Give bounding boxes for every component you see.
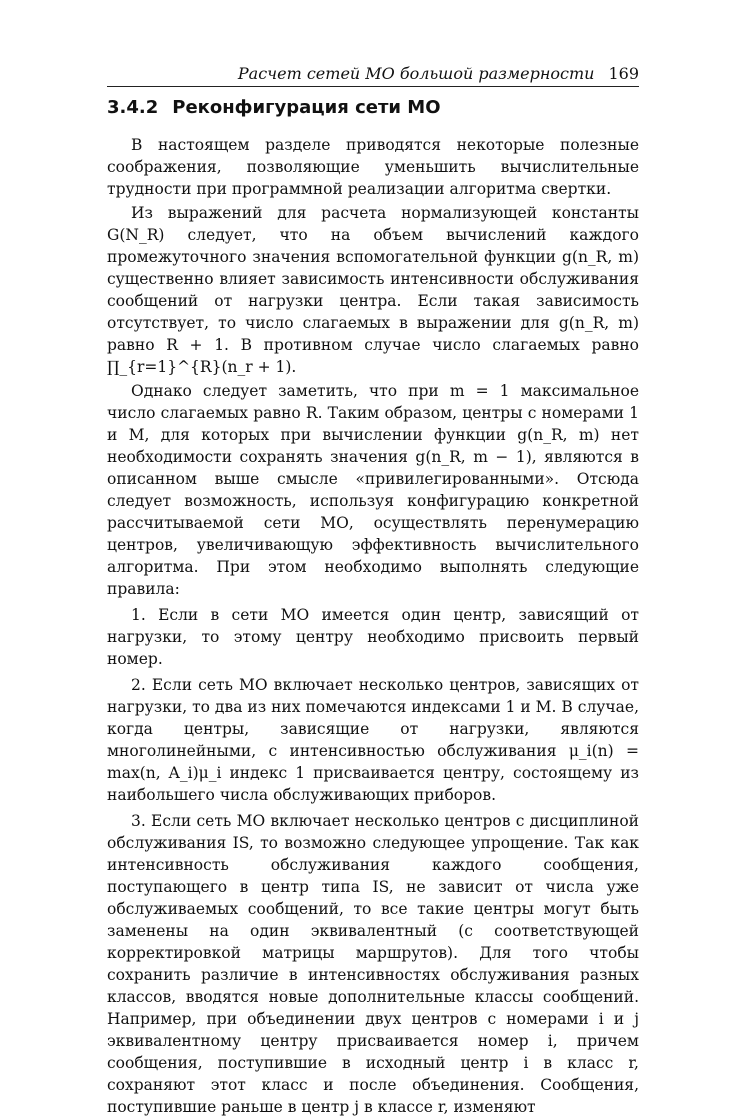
section-number: 3.4.2 bbox=[107, 97, 159, 118]
section-title: Реконфигурация сети МО bbox=[172, 97, 441, 118]
paragraph-intro: В настоящем разделе приводятся некоторые полезные соображения, позволяющие уменьшить вычислительные трудности при программной реализации алгоритма свертки. bbox=[107, 136, 639, 198]
header-rule bbox=[107, 86, 639, 87]
rule-item-2: 2. Если сеть МО включает несколько центров, зависящих от нагрузки, то два из них помечаются индексами 1 и M. В случае, когда центры, зависящие от нагрузки, являются многолинейными, с интенсивностью обслуживания μ_i(n) = max(n, A_i)μ_i индекс 1 присваивается центру, состоящему из наибольшего числа обслуживающих приборов. bbox=[107, 676, 639, 804]
running-header bbox=[107, 64, 639, 83]
paragraph-normalizing-constant: Из выражений для расчета нормализующей константы G(N_R) следует, что на объем вычислений каждого промежуточного значения вспомогательной функции g(n_R, m) существенно влияет зависимость интенсивности обслуживания сообщений от нагрузки центра. Если такая зависимость отсутствует, то число слагаемых в выражении для g(n_R, m) равно R + 1. В противном случае число слагаемых равно ∏_{r=1}^{R}(n_r + 1). bbox=[107, 204, 639, 376]
rule-item-1: 1. Если в сети МО имеется один центр, зависящий от нагрузки, то этому центру необходимо присвоить первый номер. bbox=[107, 606, 639, 668]
page-body bbox=[107, 94, 639, 1120]
running-header-title: Расчет сетей МО большой размерности bbox=[237, 64, 595, 83]
paragraph-privileged-centers: Однако следует заметить, что при m = 1 максимальное число слагаемых равно R. Таким образом, центры с номерами 1 и M, для которых при вычислении функции g(n_R, m) нет необходимости сохранять значения g(n_R, m − 1), являются в описанном выше смысле «привилегированными». Отсюда следует возможность, используя конфигурацию конкретной рассчитываемой сети МО, осуществлять перенумерацию центров, увеличивающую эффективность вычислительного алгоритма. При этом необходимо выполнять следующие правила: bbox=[107, 382, 639, 598]
section-heading bbox=[107, 94, 639, 122]
page-number: 169 bbox=[608, 64, 639, 83]
rule-item-3: 3. Если сеть МО включает несколько центров с дисциплиной обслуживания IS, то возможно следующее упрощение. Так как интенсивность обслуживания каждого сообщения, поступающего в центр типа IS, не зависит от числа уже обслуживаемых сообщений, то все такие центры могут быть заменены на один эквивалентный (с соответствующей корректировкой матрицы маршрутов). Для того чтобы сохранить различие в интенсивностях обслуживания разных классов, вводятся новые дополнительные классы сообщений. Например, при объединении двух центров с номерами i и j эквивалентному центру присваивается номер i, причем сообщения, поступившие в исходный центр i в класс r, сохраняют этот класс и после объединения. Сообщения, поступившие раньше в центр j в классе r, изменяют bbox=[107, 812, 639, 1116]
